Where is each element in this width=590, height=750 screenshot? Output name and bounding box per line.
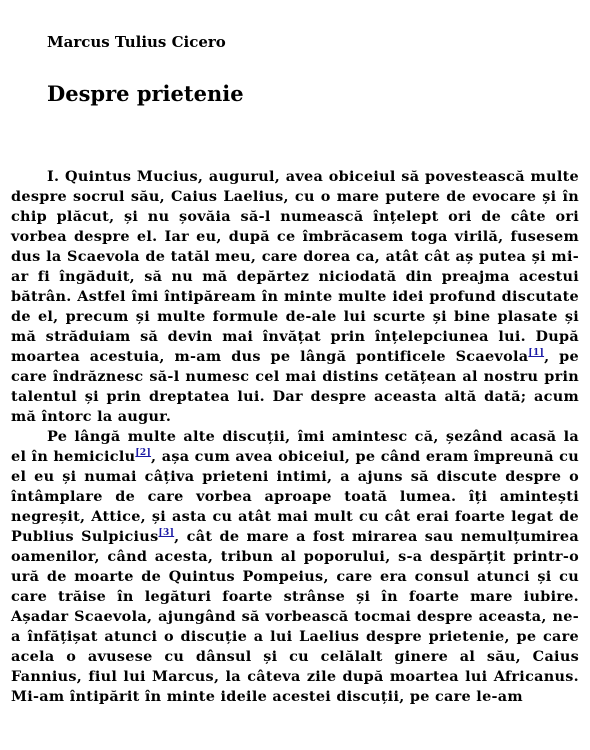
- paragraph-1-text-b: , pe care îndrăznesc să-l numesc cel mai distins cetățean al nostru prin talentul și prin dreptatea lui. Dar despre aceasta altă dată; acum mă întorc la augur.: [11, 348, 579, 425]
- footnote-link-3[interactable]: [3]: [158, 528, 175, 539]
- body-text: [11, 167, 579, 707]
- paragraph-1: [11, 167, 579, 427]
- footnote-link-1[interactable]: [1]: [528, 348, 545, 359]
- paragraph-2-text-a: Pe lângă multe alte discuții, îmi amintesc că, șezând acasă la el în hemiciclu: [11, 428, 579, 465]
- paragraph-2-text-c: , cât de mare a fost mirarea sau nemulțumirea oamenilor, când acesta, tribun al poporului, s-a despărțit printr-o ură de moarte de Quintus Pompeius, care era consul atunci și cu care trăise în legături foarte strânse și în foarte mare iubire. Așadar Scaevola, ajungând să vorbească tocmai despre aceasta, ne-a înfățișat atunci o discuție a lui Laelius despre prietenie, pe care acela o avusese cu dânsul și cu celălalt ginere al său, Caius Fannius, fiul lui Marcus, la câteva zile după moartea lui Africanus. Mi-am întipărit în minte ideile acestei discuții, pe care le-am: [11, 528, 579, 705]
- author-name: Marcus Tulius Cicero: [47, 33, 226, 51]
- paragraph-2: [11, 427, 579, 707]
- footnote-link-2[interactable]: [2]: [135, 448, 152, 459]
- paragraph-1-text-a: I. Quintus Mucius, augurul, avea obiceiul să povestească multe despre socrul său, Caius Laelius, cu o mare putere de evocare și în chip plăcut, și nu șovăia să-l numească înțelept ori de câte ori vorbea despre el. Iar eu, după ce îmbrăcasem toga virilă, fusesem dus la Scaevola de tatăl meu, care dorea ca, atât cât aș putea și mi-ar fi îngăduit, să nu mă depărtez niciodată din preajma acestui bătrân. Astfel îmi întipăream în minte multe idei profund discutate de el, precum și multe formule de-ale lui scurte și bine plasate și mă străduiam să devin mai învățat prin înțelepciunea lui. După moartea acestuia, m-am dus pe lângă pontificele Scaevola: [11, 168, 579, 365]
- paragraph-2-text-b: , așa cum avea obiceiul, pe când eram împreună cu el eu și numai câțiva prieteni intimi, a ajuns să discute despre o întâmplare de care vorbea aproape toată lumea. îți amintești negreșit, Attice, și asta cu atât mai mult cu cât erai foarte legat de Publius Sulpicius: [11, 448, 579, 545]
- document-title: Despre prietenie: [47, 81, 244, 106]
